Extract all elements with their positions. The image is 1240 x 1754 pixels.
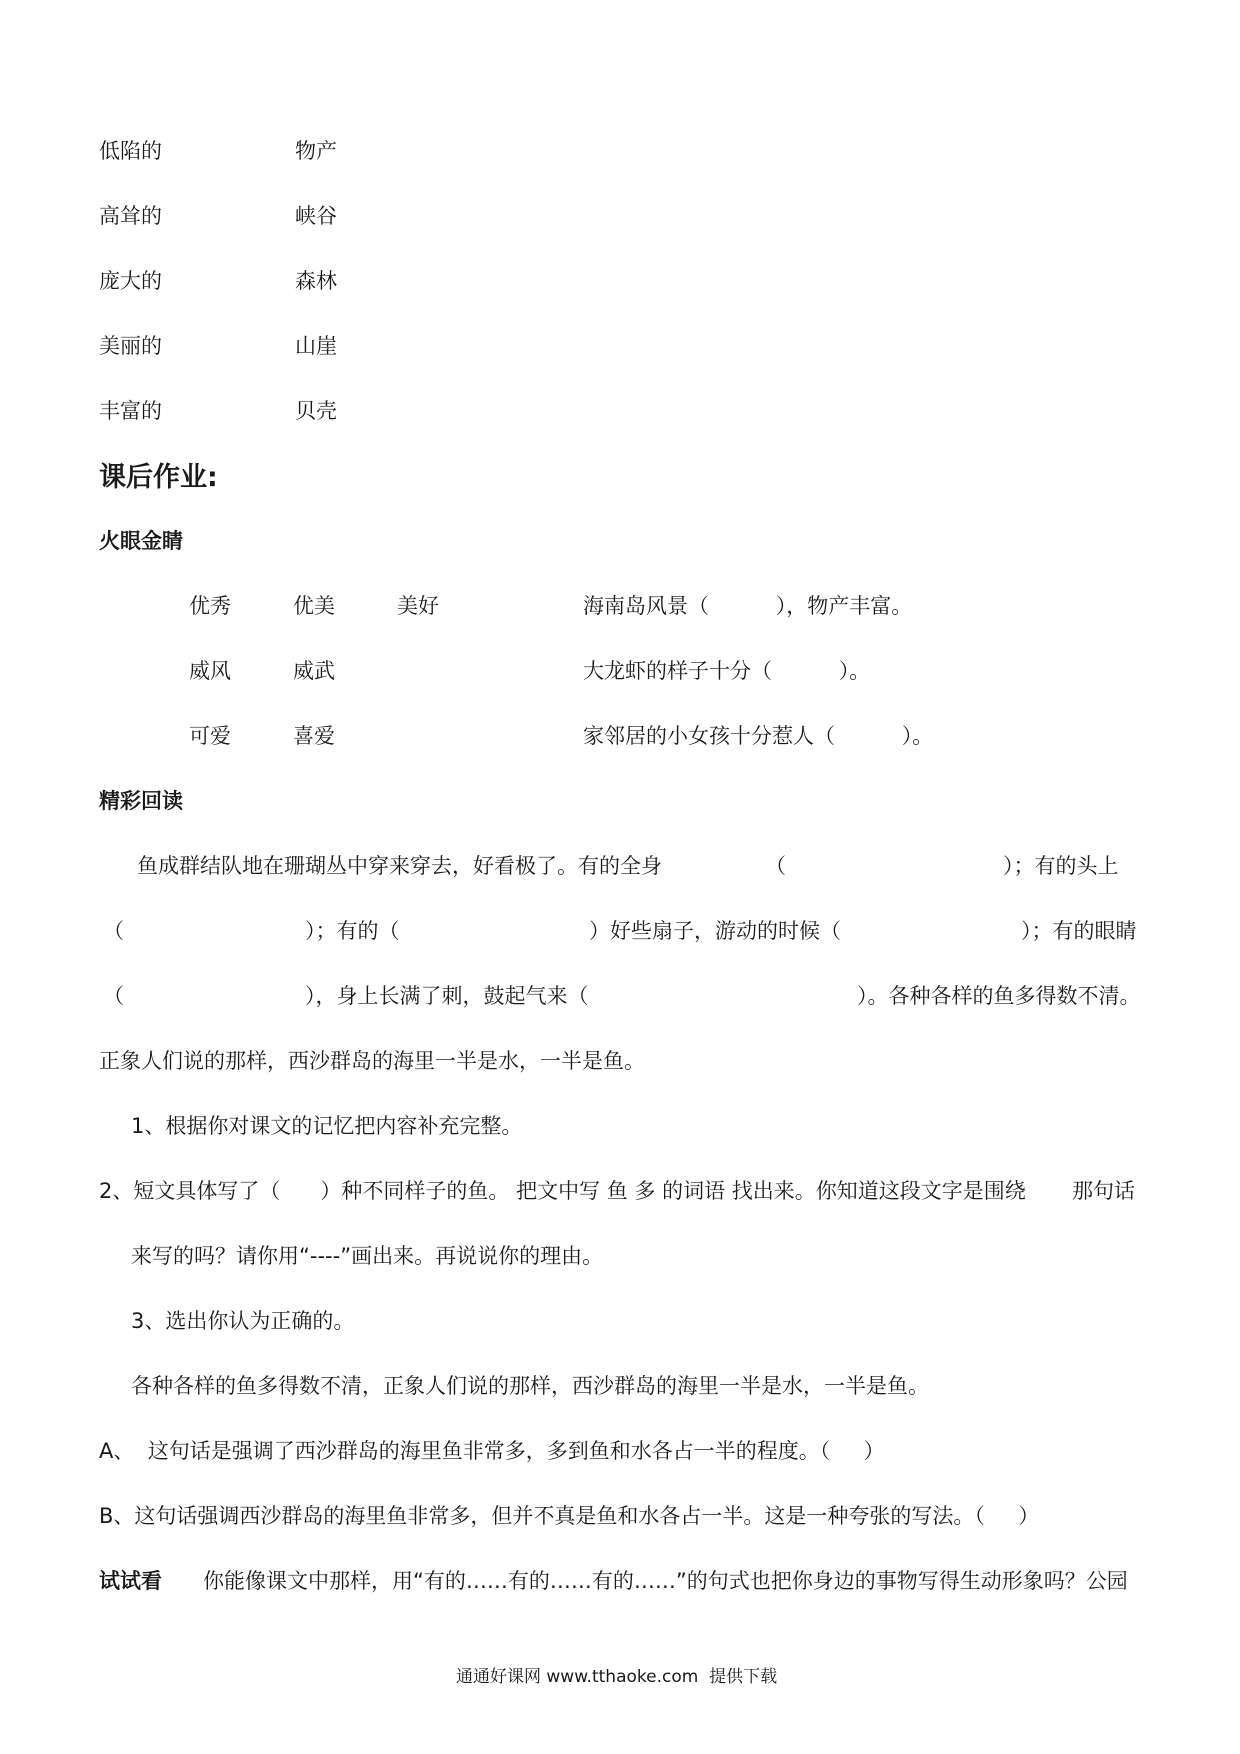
match-left-3: 庞大的	[99, 269, 162, 293]
passage-line-3b: ）。各种各样的鱼多得数不清。	[857, 984, 1141, 1008]
section-title-jingcaihuidu: 精彩回读	[99, 789, 183, 813]
fill-sentence-2: 大龙虾的样子十分（ ）。	[583, 659, 871, 683]
try-it-text: 你能像课文中那样，用“有的……有的……有的……”的句式也把你身边的事物写得生动形象吗？公园	[203, 1569, 1128, 1593]
question-3-sentence: 各种各样的鱼多得数不清，正象人们说的那样，西沙群岛的海里一半是水，一半是鱼。	[131, 1374, 929, 1398]
match-left-4: 美丽的	[99, 334, 162, 358]
question-2-end: 那句话	[1072, 1179, 1135, 1203]
passage-line-1-end: ）；有的头上	[1003, 854, 1119, 878]
word-choice: 优美	[293, 594, 335, 618]
passage-line-2b: ）好些扇子，游动的时候（	[589, 919, 841, 943]
word-choice: 喜爱	[293, 724, 335, 748]
match-right-5: 贝壳	[295, 399, 337, 423]
word-choice: 威风	[189, 659, 231, 683]
question-2-cont: 来写的吗？请你用“----”画出来。再说说你的理由。	[131, 1244, 604, 1268]
fill-sentence-3: 家邻居的小女孩十分惹人（ ）。	[583, 724, 934, 748]
word-choice: 优秀	[189, 594, 231, 618]
word-choice: 可爱	[189, 724, 231, 748]
question-2: 2、短文具体写了（ ）种不同样子的鱼。 把文中写 鱼 多 的词语 找出来。你知道这段文字是围绕	[99, 1179, 1026, 1203]
section-title-huoyanjinjing: 火眼金睛	[99, 529, 183, 553]
passage-line-4: 正象人们说的那样，西沙群岛的海里一半是水，一半是鱼。	[99, 1049, 645, 1073]
option-b: B、这句话强调西沙群岛的海里鱼非常多，但并不真是鱼和水各占一半。这是一种夸张的写法。（ ）	[99, 1504, 1040, 1528]
passage-line-1: 鱼成群结队地在珊瑚丛中穿来穿去，好看极了。有的全身	[137, 854, 662, 878]
homework-title: 课后作业:	[99, 462, 218, 493]
match-left-2: 高耸的	[99, 204, 162, 228]
match-right-3: 森林	[295, 269, 337, 293]
option-a: A、 这句话是强调了西沙群岛的海里鱼非常多，多到鱼和水各占一半的程度。（ ）	[99, 1439, 885, 1463]
question-3: 3、选出你认为正确的。	[131, 1309, 355, 1333]
passage-line-3a: ），身上长满了刺，鼓起气来（	[305, 984, 589, 1008]
word-choice: 美好	[397, 594, 439, 618]
page-footer: 通通好课网 www.tthaoke.com 提供下载	[456, 1667, 778, 1687]
passage-line-2a: ）；有的（	[305, 919, 400, 943]
passage-paren: （	[765, 854, 786, 878]
passage-paren: （	[103, 984, 124, 1008]
section-title-shishikan: 试试看	[99, 1569, 162, 1593]
question-1: 1、根据你对课文的记忆把内容补充完整。	[131, 1114, 523, 1138]
match-right-1: 物产	[295, 139, 337, 163]
passage-paren: （	[103, 919, 124, 943]
match-left-1: 低陷的	[99, 139, 162, 163]
fill-sentence-1: 海南岛风景（ ），物产丰富。	[583, 594, 913, 618]
match-right-4: 山崖	[295, 334, 337, 358]
match-left-5: 丰富的	[99, 399, 162, 423]
passage-line-2c: ）；有的眼睛	[1021, 919, 1137, 943]
word-choice: 威武	[293, 659, 335, 683]
match-right-2: 峡谷	[295, 204, 337, 228]
